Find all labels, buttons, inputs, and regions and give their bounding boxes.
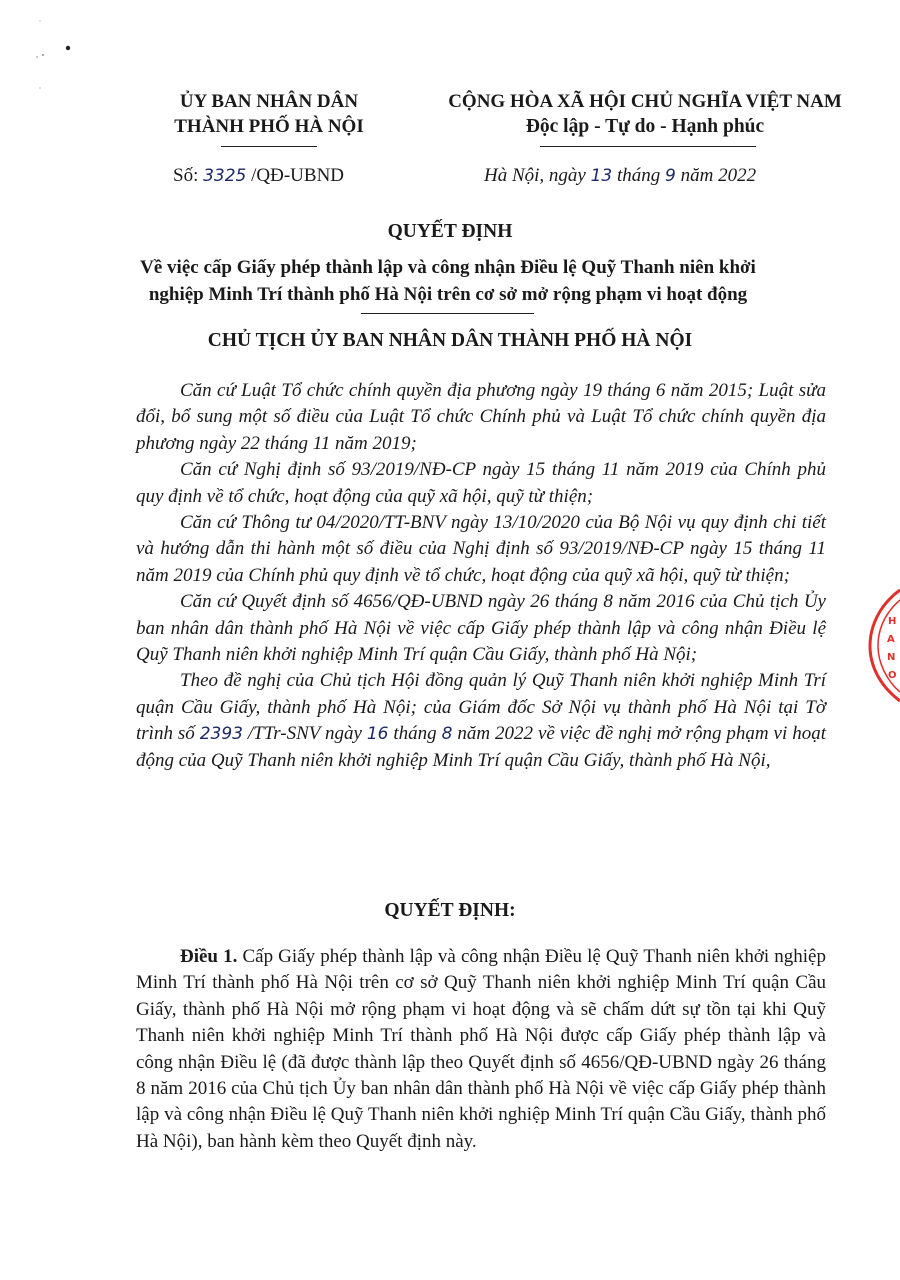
- proposal-text-1: Theo đề nghị của Chủ tịch Hội đồng quản lý Quỹ Thanh niên khởi nghiệp Minh Trí quận Cầu Giấy, thành phố Hà Nội; của Giám đốc Sở Nội vụ thành phố Hà Nội tại Tờ trình số: [136, 670, 826, 745]
- national-title-line: CỘNG HÒA XÃ HỘI CHỦ NGHĨA VIỆT NAM: [448, 91, 842, 112]
- handwritten-day: 13: [590, 166, 613, 186]
- article-1-label: Điều 1.: [180, 946, 238, 967]
- date-text-1: Hà Nội, ngày: [484, 165, 591, 186]
- proposal-text-3: tháng: [388, 723, 442, 745]
- number-suffix: /QĐ-UBND: [246, 165, 345, 186]
- red-seal-stamp: [866, 588, 900, 703]
- svg-text:H: H: [888, 616, 897, 627]
- handwritten-proposal-day: 16: [366, 724, 389, 745]
- signing-authority: CHỦ TỊCH ỦY BAN NHÂN DÂN THÀNH PHỐ HÀ NỘI: [207, 330, 693, 351]
- scan-specks: [0, 0, 120, 120]
- subject-line2: nghiệp Minh Trí thành phố Hà Nội trên cơ sở mở rộng phạm vi hoạt động: [148, 283, 748, 305]
- handwritten-proposal-number: 2393: [199, 724, 243, 745]
- article-1: [136, 944, 826, 1155]
- article-1-text: Cấp Giấy phép thành lập và công nhận Điều lệ Quỹ Thanh niên khởi nghiệp Minh Trí thành phố Hà Nội trên cơ sở Quỹ Thanh niên khởi nghiệp Minh Trí quận Cầu Giấy, thành phố Hà Nội mở rộng phạm vi hoạt động và sẽ chấm dứt sự tồn tại khi Quỹ Thanh niên khởi nghiệp Minh Trí thành phố Hà Nội được cấp Giấy phép thành lập và công nhận Điều lệ (đã được thành lập theo Quyết định số 4656/QĐ-UBND ngày 26 tháng 8 năm 2016 của Chủ tịch Ủy ban nhân dân thành phố Hà Nội về việc cấp Giấy phép thành lập và công nhận Điều lệ Quỹ Thanh niên khởi nghiệp Minh Trí quận Cầu Giấy, thành phố Hà Nội), ban hành kèm theo Quyết định này.: [136, 946, 826, 1152]
- document-number: [173, 163, 344, 189]
- svg-text:O: O: [888, 670, 897, 681]
- legal-basis-item: Căn cứ Luật Tổ chức chính quyền địa phương ngày 19 tháng 6 năm 2015; Luật sửa đổi, bổ sung một số điều của Luật Tổ chức Chính phủ và Luật Tổ chức chính quyền địa phương ngày 22 tháng 11 năm 2019;: [136, 380, 826, 454]
- document-date: [484, 163, 756, 189]
- date-text-2: tháng: [612, 165, 666, 186]
- svg-text:A: A: [887, 634, 895, 645]
- document-subject: [118, 255, 778, 308]
- document-title: QUYẾT ĐỊNH: [387, 221, 513, 242]
- handwritten-number: 3325: [203, 166, 247, 186]
- proposal-paragraph: [136, 668, 826, 774]
- legal-basis-item: Căn cứ Nghị định số 93/2019/NĐ-CP ngày 15 tháng 11 năm 2019 của Chính phủ quy định về tổ chức, hoạt động của quỹ xã hội, quỹ từ thiện;: [136, 459, 826, 507]
- decision-heading: QUYẾT ĐỊNH:: [384, 900, 516, 921]
- handwritten-proposal-month: 8: [441, 724, 453, 745]
- proposal-text-2: /TTr-SNV ngày: [242, 723, 367, 745]
- issuing-authority-line1: ỦY BAN NHÂN DÂN: [179, 91, 359, 112]
- proposal-text-4: năm 2022 về việc đề nghị mở rộng phạm vi hoạt động của Quỹ Thanh niên khởi nghiệp Minh Trí quận Cầu Giấy, thành phố Hà Nội,: [136, 723, 826, 771]
- date-text-3: năm 2022: [675, 165, 757, 186]
- national-title: [420, 89, 870, 139]
- issuing-authority: [150, 89, 388, 139]
- handwritten-month: 9: [665, 166, 676, 186]
- number-prefix: Số:: [173, 165, 204, 186]
- subject-line1: Về việc cấp Giấy phép thành lập và công nhận Điều lệ Quỹ Thanh niên khởi: [140, 257, 756, 278]
- svg-text:N: N: [887, 652, 896, 663]
- subject-underline: [361, 313, 534, 314]
- article-1-paragraph: [136, 944, 826, 1155]
- authority-underline: [221, 146, 317, 147]
- legal-basis-item: Căn cứ Thông tư 04/2020/TT-BNV ngày 13/10/2020 của Bộ Nội vụ quy định chi tiết và hướng dẫn thi hành một số điều của Nghị định số 93/2019/NĐ-CP ngày 15 tháng 11 năm 2019 của Chính phủ quy định về tổ chức, hoạt động của quỹ xã hội, quỹ từ thiện;: [136, 512, 826, 586]
- legal-bases: [136, 378, 826, 774]
- issuing-authority-line2: THÀNH PHỐ HÀ NỘI: [174, 116, 364, 137]
- national-motto: Độc lập - Tự do - Hạnh phúc: [525, 116, 765, 137]
- motto-underline: [540, 146, 756, 147]
- legal-basis-item: Căn cứ Quyết định số 4656/QĐ-UBND ngày 26 tháng 8 năm 2016 của Chủ tịch Ủy ban nhân dân thành phố Hà Nội về việc cấp Giấy phép thành lập và công nhận Điều lệ Quỹ Thanh niên khởi nghiệp Minh Trí quận Cầu Giấy, thành phố Hà Nội;: [136, 591, 826, 666]
